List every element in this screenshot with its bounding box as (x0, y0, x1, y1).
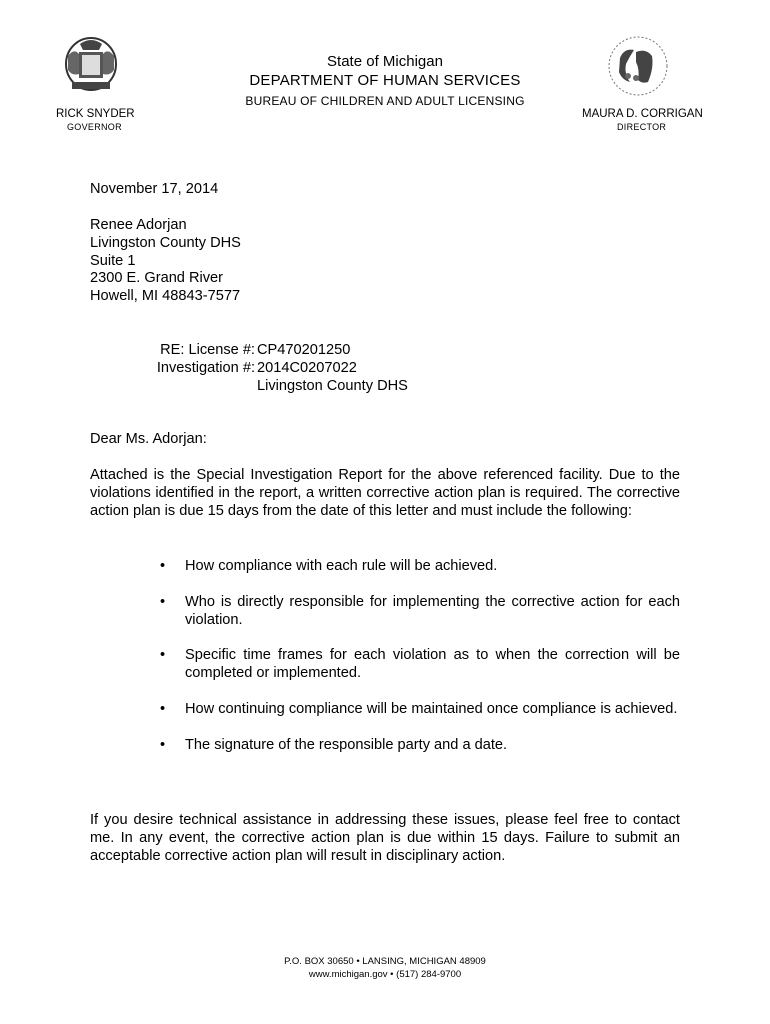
list-item: • The signature of the responsible party and a date. (160, 736, 508, 753)
address-line: Livingston County DHS (90, 234, 241, 251)
director-name: MAURA D. CORRIGAN (582, 108, 703, 120)
header-state: State of Michigan (327, 53, 443, 70)
bullet-icon: • (160, 700, 166, 717)
requirements-list (160, 558, 680, 773)
recipient-address (90, 217, 241, 306)
header-department: DEPARTMENT OF HUMAN SERVICES (249, 72, 521, 89)
closing-paragraph: If you desire technical assistance in addressing these issues, please feel free to contact me. In any event, the corrective action plan is due within 15 days. Failure to submit an acceptable corrective action plan will result in disciplinary action. (90, 812, 680, 864)
address-line: Renee Adorjan (90, 217, 187, 233)
address-line: Suite 1 (90, 252, 136, 269)
license-label: RE: License #: (160, 342, 255, 358)
governor-title: GOVERNOR (67, 122, 122, 132)
intro-paragraph: Attached is the Special Investigation Report for the above referenced facility. Due to the violations identified in the report, a written corrective action plan is required. The corrective action plan is due 15 days from the date of this letter and must include the following: (90, 467, 680, 519)
list-item: • How compliance with each rule will be achieved. (160, 558, 498, 574)
header-bureau: BUREAU OF CHILDREN AND ADULT LICENSING (245, 94, 525, 108)
list-item: • Who is directly responsible for implementing the corrective action for each violation. (160, 593, 680, 628)
address-line: 2300 E. Grand River (90, 270, 224, 287)
salutation: Dear Ms. Adorjan: (90, 431, 207, 447)
letter-date: November 17, 2014 (90, 181, 219, 197)
bullet-icon: • (160, 736, 166, 753)
investigation-value: 2014C0207022 (257, 359, 357, 376)
list-item: • Specific time frames for each violation as to when the correction will be completed or implemented. (160, 647, 680, 682)
license-value: CP470201250 (257, 342, 351, 358)
reference-block (140, 342, 408, 395)
director-title: DIRECTOR (617, 122, 667, 132)
address-line: Howell, MI 48843-7577 (90, 288, 241, 305)
investigation-label: Investigation #: (156, 359, 255, 376)
facility-name: Livingston County DHS (257, 377, 408, 394)
list-item: • How continuing compliance will be maintained once compliance is achieved. (160, 700, 678, 717)
footer-address: P.O. BOX 30650 • LANSING, MICHIGAN 48909 (284, 956, 486, 967)
bullet-icon: • (160, 558, 166, 574)
governor-name: RICK SNYDER (56, 108, 135, 120)
footer-contact: www.michigan.gov • (517) 284-9700 (308, 969, 462, 980)
bullet-icon: • (160, 647, 166, 664)
bullet-icon: • (160, 593, 166, 610)
